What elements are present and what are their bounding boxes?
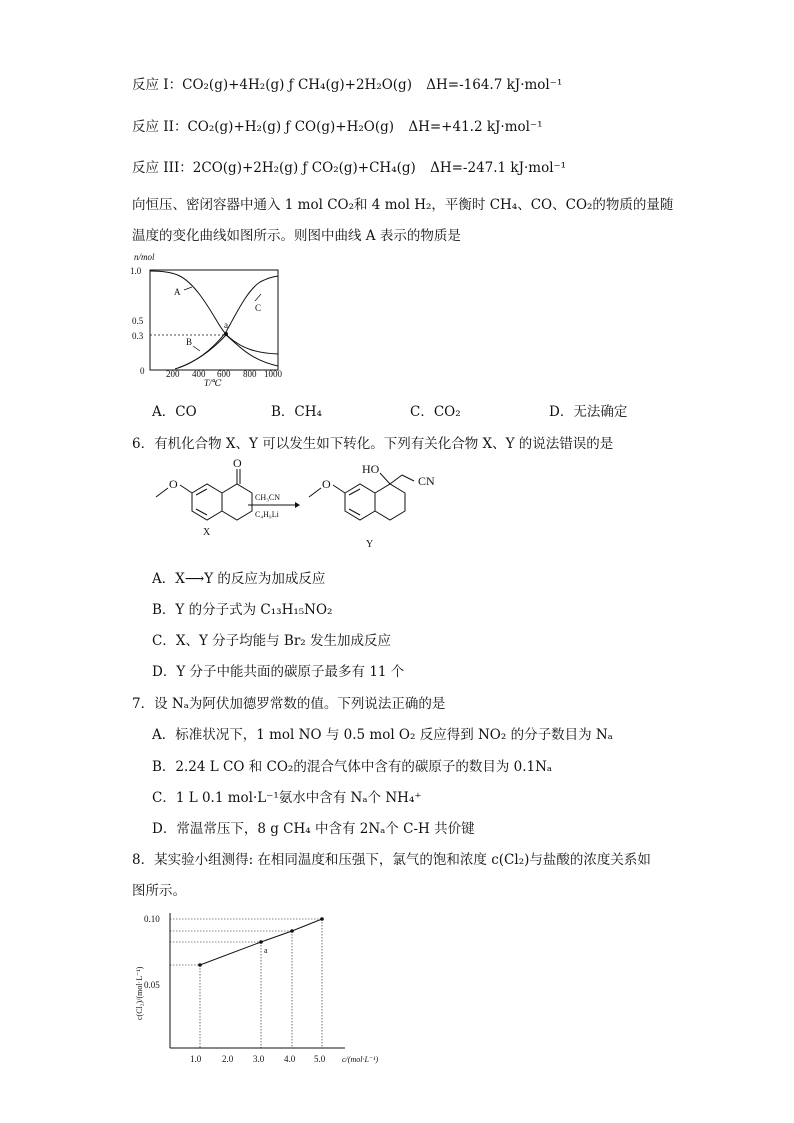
label-Y: Y [366, 539, 374, 550]
chart1-ytick-0: 0 [140, 366, 145, 376]
chart2-point-4 [290, 929, 294, 933]
chart2-xlabel: c/(mol·L⁻¹) [342, 1055, 379, 1064]
chart-equilibrium-moles [120, 250, 300, 390]
q7-option-a[interactable]: A．标准状况下，1 mol NO 与 0.5 mol O₂ 反应得到 NO₂ 的分子数目为 Nₐ [152, 727, 613, 743]
q6-stem: 6．有机化合物 X、Y 可以发生如下转化。下列有关化合物 X、Y 的说法错误的是 [132, 436, 614, 452]
q5-option-d[interactable]: D．无法确定 [549, 404, 628, 420]
X-methoxy-O: O [169, 477, 178, 491]
chart1-ytick-1: 1.0 [130, 266, 142, 276]
chart1-label-B: B [186, 337, 193, 347]
Y-CN: CN [418, 474, 435, 488]
q6-option-b[interactable]: B．Y 的分子式为 C₁₃H₁₅NO₂ [152, 602, 333, 618]
reaction-1-enthalpy: ΔH=-164.7 kJ·mol⁻¹ [426, 77, 563, 93]
chart1-xtick-800: 800 [243, 369, 257, 379]
reaction-1-prefix: 反应 I： [132, 77, 183, 93]
chart2-xtick-5: 5.0 [314, 1054, 326, 1064]
q7-option-b[interactable]: B．2.24 L CO 和 CO₂的混合气体中含有的碳原子的数目为 0.1Nₐ [152, 759, 553, 775]
chart1-label-C: C [255, 303, 262, 313]
q5-option-b[interactable]: B．CH₄ [271, 404, 322, 420]
chart2-ytick-005: 0.05 [144, 980, 160, 990]
reaction-3-enthalpy: ΔH=-247.1 kJ·mol⁻¹ [430, 160, 567, 176]
chart2-guides [170, 919, 322, 1048]
chart1-leader-C [255, 294, 261, 301]
q7-stem: 7．设 Nₐ为阿伏加德罗常数的值。下列说法正确的是 [132, 696, 446, 712]
q7-option-d[interactable]: D．常温常压下，8 g CH₄ 中含有 2Nₐ个 C-H 共价键 [152, 821, 475, 837]
reaction-2-enthalpy: ΔH=+41.2 kJ·mol⁻¹ [408, 119, 543, 135]
q6-option-c[interactable]: C．X、Y 分子均能与 Br₂ 发生加成反应 [152, 633, 392, 649]
reaction-3 [132, 156, 566, 176]
chart1-leader-A [184, 287, 192, 290]
label-X: X [203, 527, 211, 538]
chart1-xtick-400: 400 [192, 369, 206, 379]
chart1-ytick-05: 0.5 [132, 316, 144, 326]
chart1-xtick-200: 200 [166, 369, 180, 379]
chart1-label-A: A [174, 287, 181, 297]
reaction-2-prefix: 反应 II： [132, 119, 188, 135]
Y-methoxy-O: O [322, 477, 331, 491]
reaction-arrow-head [295, 502, 300, 508]
q6-option-d[interactable]: D．Y 分子中能共面的碳原子最多有 11 个 [152, 664, 405, 680]
q8-stem-line1: 8．某实验小组测得: 在相同温度和压强下，氯气的饱和浓度 c(Cl₂)与盐酸的浓度关系如 [132, 852, 651, 868]
chart2-xtick-1: 1.0 [190, 1054, 202, 1064]
reaction-1 [132, 73, 562, 93]
Y-HO: HO [362, 462, 380, 476]
chart2-ylabel: c(Cl₂)/(mol·L⁻¹) [135, 966, 144, 1020]
reaction-1-equation: CO₂(g)+4H₂(g) ƒ CH₄(g)+2H₂O(g) [182, 77, 412, 93]
reaction-3-equation: 2CO(g)+2H₂(g) ƒ CO₂(g)+CH₄(g) [192, 160, 416, 176]
chart1-label-a: a [224, 320, 228, 330]
chart1-frame [150, 270, 278, 370]
chart-cl2-concentration [130, 905, 400, 1065]
chart1-leader-B [193, 346, 200, 351]
chart1-ylabel: n/mol [134, 252, 155, 262]
chart1-xtick-600: 600 [217, 369, 231, 379]
q8-stem-line2: 图所示。 [132, 883, 186, 899]
chart1-xtick-1000: 1000 [264, 369, 282, 379]
q7-option-c[interactable]: C．1 L 0.1 mol·L⁻¹氨水中含有 Nₐ个 NH₄⁺ [152, 790, 422, 806]
chart1-xlabel: T/℃ [204, 378, 222, 388]
chart2-ytick-010: 0.10 [144, 914, 160, 924]
q6-option-a[interactable]: A．X⟶Y 的反应为加成反应 [152, 571, 326, 587]
q6-reaction-scheme [130, 455, 450, 555]
chart1-ytick-03: 0.3 [132, 331, 144, 341]
chart2-xtick-3: 3.0 [253, 1054, 265, 1064]
q5-stem-line2: 温度的变化曲线如图所示。则图中曲线 A 表示的物质是 [132, 228, 461, 244]
chart2-point-1 [198, 963, 202, 967]
chart2-xtick-2: 2.0 [222, 1054, 234, 1064]
chart2-point-5 [320, 917, 324, 921]
reaction-3-prefix: 反应 III： [132, 160, 193, 176]
reaction-2 [132, 115, 543, 135]
q5-option-a[interactable]: A．CO [152, 404, 197, 420]
X-carbonyl-O: O [233, 456, 242, 470]
reaction-2-equation: CO₂(g)+H₂(g) ƒ CO(g)+H₂O(g) [187, 119, 395, 135]
point-a [224, 332, 228, 336]
chart2-point-a [259, 940, 263, 944]
reagent-top: CH₃CN [255, 493, 281, 502]
q5-stem-line1: 向恒压、密闭容器中通入 1 mol CO₂和 4 mol H₂，平衡时 CH₄、CO、CO₂的物质的量随 [132, 197, 674, 213]
chart2-label-a: a [264, 946, 268, 955]
reagent-bottom: C₄H₉Li [255, 510, 279, 519]
chart2-xtick-4: 4.0 [284, 1054, 296, 1064]
curve-B [178, 335, 278, 368]
q5-option-c[interactable]: C．CO₂ [410, 404, 461, 420]
